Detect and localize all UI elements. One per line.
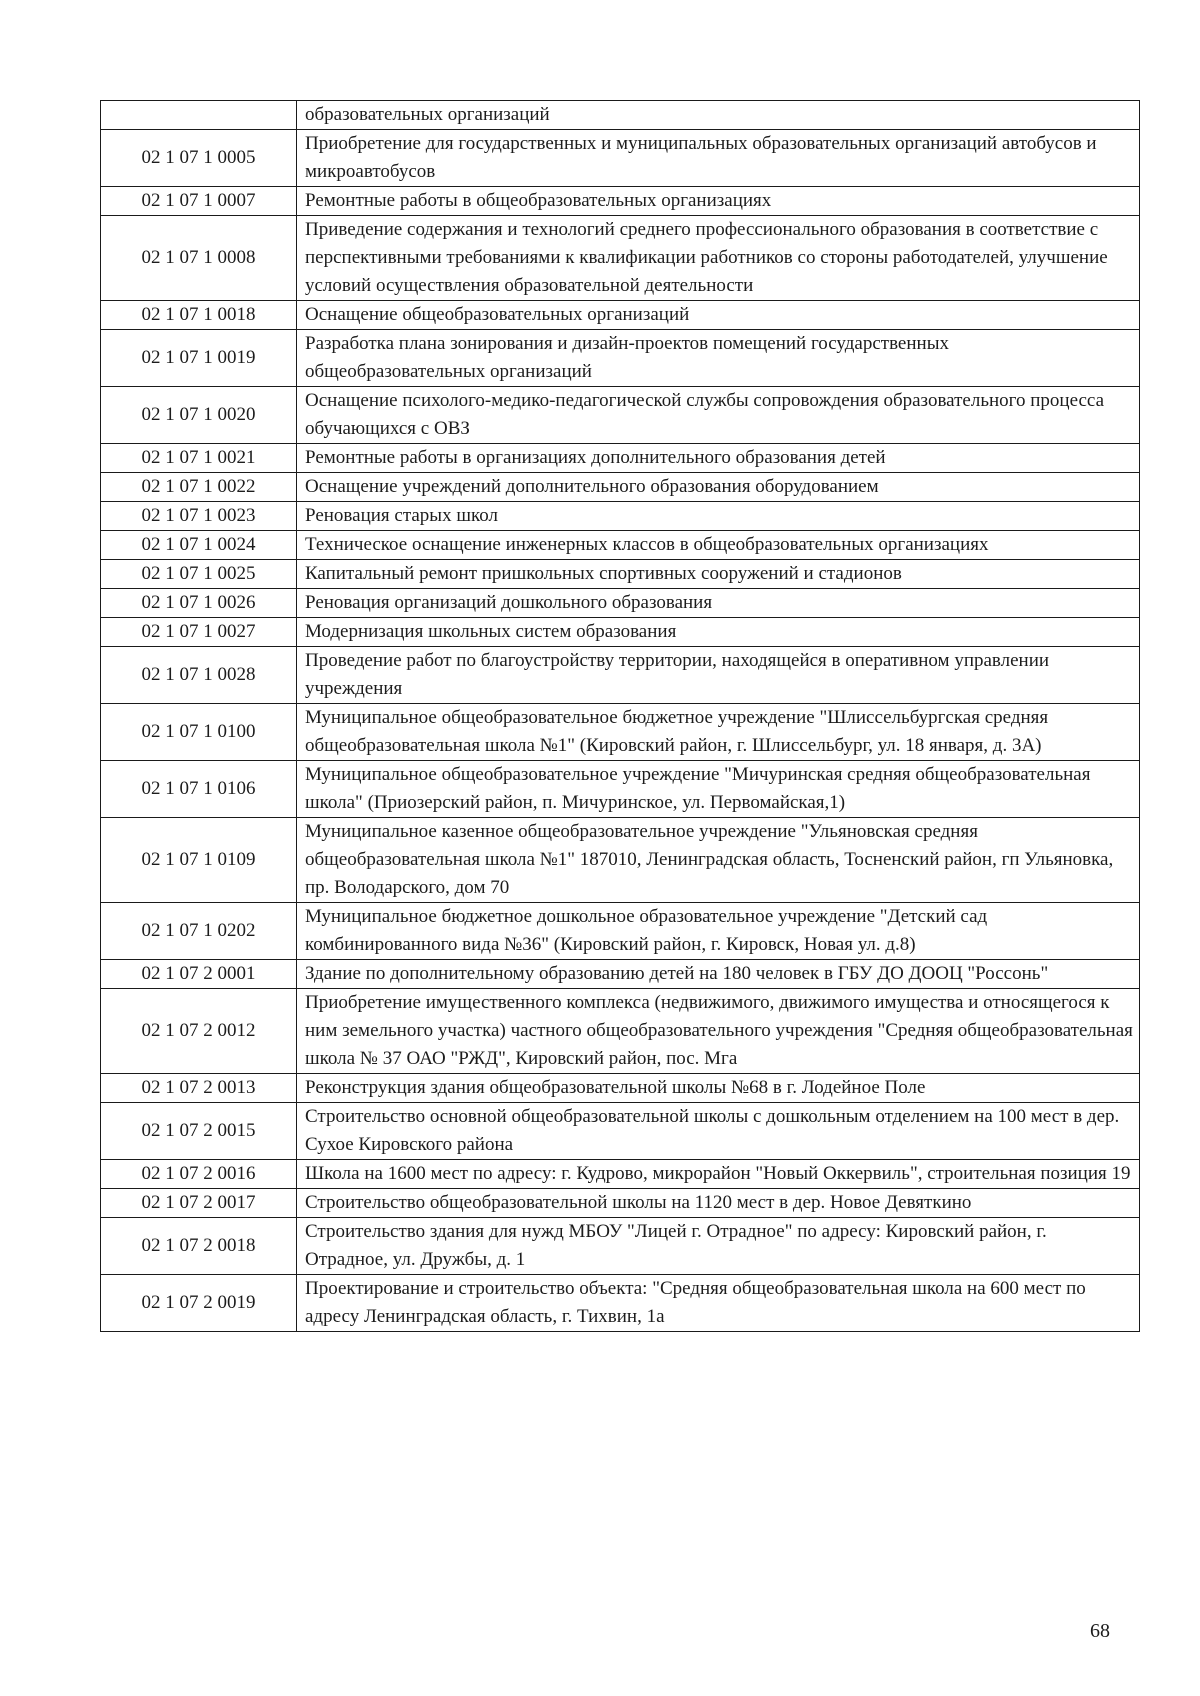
table-row <box>101 531 1140 560</box>
page-number: 68 <box>1090 1620 1110 1642</box>
row-code-cell: 02 1 07 1 0025 <box>101 560 297 589</box>
row-code-cell: 02 1 07 2 0001 <box>101 960 297 989</box>
row-code-cell: 02 1 07 1 0024 <box>101 531 297 560</box>
row-description-cell: Приобретение для государственных и муниципальных образовательных организаций автобусов и микроавтобусов <box>297 130 1140 187</box>
row-description-cell: Модернизация школьных систем образования <box>297 618 1140 647</box>
row-code-cell: 02 1 07 1 0100 <box>101 704 297 761</box>
row-code-cell: 02 1 07 1 0027 <box>101 618 297 647</box>
row-description-cell: образовательных организаций <box>297 101 1140 130</box>
row-description-cell: Оснащение учреждений дополнительного образования оборудованием <box>297 473 1140 502</box>
table-row <box>101 761 1140 818</box>
table-row <box>101 1218 1140 1275</box>
row-code-cell: 02 1 07 1 0007 <box>101 187 297 216</box>
table-row <box>101 330 1140 387</box>
row-code-cell <box>101 101 297 130</box>
row-code-cell: 02 1 07 1 0019 <box>101 330 297 387</box>
row-description-cell: Оснащение психолого-медико-педагогической службы сопровождения образовательного процесса обучающихся с ОВЗ <box>297 387 1140 444</box>
table-row <box>101 473 1140 502</box>
row-description-cell: Муниципальное бюджетное дошкольное образовательное учреждение "Детский сад комбинированного вида №36" (Кировский район, г. Кировск, Новая ул. д.8) <box>297 903 1140 960</box>
table-row <box>101 589 1140 618</box>
row-code-cell: 02 1 07 1 0021 <box>101 444 297 473</box>
table-row <box>101 187 1140 216</box>
budget-code-table <box>100 100 1140 1332</box>
table-row <box>101 1160 1140 1189</box>
row-code-cell: 02 1 07 2 0019 <box>101 1275 297 1332</box>
table-row <box>101 1074 1140 1103</box>
row-code-cell: 02 1 07 2 0018 <box>101 1218 297 1275</box>
table-row <box>101 1189 1140 1218</box>
row-code-cell: 02 1 07 1 0018 <box>101 301 297 330</box>
row-description-cell: Муниципальное казенное общеобразовательное учреждение "Ульяновская средняя общеобразовательная школа №1" 187010, Ленинградская область, Тосненский район, гп Ульяновка, пр. Володарского, дом 70 <box>297 818 1140 903</box>
row-description-cell: Ремонтные работы в общеобразовательных организациях <box>297 187 1140 216</box>
row-description-cell: Ремонтные работы в организациях дополнительного образования детей <box>297 444 1140 473</box>
table-body <box>101 101 1140 1332</box>
table-row <box>101 130 1140 187</box>
row-code-cell: 02 1 07 1 0005 <box>101 130 297 187</box>
table-row <box>101 387 1140 444</box>
row-description-cell: Реновация старых школ <box>297 502 1140 531</box>
table-row <box>101 301 1140 330</box>
row-description-cell: Школа на 1600 мест по адресу: г. Кудрово, микрорайон "Новый Оккервиль", строительная позиция 19 <box>297 1160 1140 1189</box>
table-row <box>101 560 1140 589</box>
row-description-cell: Приобретение имущественного комплекса (недвижимого, движимого имущества и относящегося к ним земельного участка) частного общеобразовательного учреждения "Средняя общеобразовательная школа № 37 ОАО "РЖД", Кировский район, пос. Мга <box>297 989 1140 1074</box>
row-description-cell: Строительство общеобразовательной школы на 1120 мест в дер. Новое Девяткино <box>297 1189 1140 1218</box>
row-code-cell: 02 1 07 1 0106 <box>101 761 297 818</box>
table-row <box>101 1103 1140 1160</box>
table-row <box>101 216 1140 301</box>
row-description-cell: Реновация организаций дошкольного образования <box>297 589 1140 618</box>
table-row <box>101 989 1140 1074</box>
table-row <box>101 502 1140 531</box>
row-description-cell: Муниципальное общеобразовательное учреждение "Мичуринская средняя общеобразовательная школа" (Приозерский район, п. Мичуринское, ул. Первомайская,1) <box>297 761 1140 818</box>
row-description-cell: Реконструкция здания общеобразовательной школы №68 в г. Лодейное Поле <box>297 1074 1140 1103</box>
table-row <box>101 960 1140 989</box>
table-row <box>101 818 1140 903</box>
row-code-cell: 02 1 07 2 0013 <box>101 1074 297 1103</box>
row-code-cell: 02 1 07 1 0028 <box>101 647 297 704</box>
row-code-cell: 02 1 07 2 0012 <box>101 989 297 1074</box>
table-row <box>101 704 1140 761</box>
table-row <box>101 101 1140 130</box>
table-row <box>101 1275 1140 1332</box>
row-code-cell: 02 1 07 1 0202 <box>101 903 297 960</box>
row-code-cell: 02 1 07 1 0020 <box>101 387 297 444</box>
table-row <box>101 903 1140 960</box>
row-description-cell: Проектирование и строительство объекта: "Средняя общеобразовательная школа на 600 мест по адресу Ленинградская область, г. Тихвин, 1а <box>297 1275 1140 1332</box>
row-code-cell: 02 1 07 2 0016 <box>101 1160 297 1189</box>
row-code-cell: 02 1 07 1 0023 <box>101 502 297 531</box>
row-description-cell: Проведение работ по благоустройству территории, находящейся в оперативном управлении учреждения <box>297 647 1140 704</box>
row-description-cell: Капитальный ремонт пришкольных спортивных сооружений и стадионов <box>297 560 1140 589</box>
table-row <box>101 647 1140 704</box>
row-code-cell: 02 1 07 1 0008 <box>101 216 297 301</box>
row-code-cell: 02 1 07 2 0017 <box>101 1189 297 1218</box>
row-code-cell: 02 1 07 1 0026 <box>101 589 297 618</box>
table-row <box>101 618 1140 647</box>
row-description-cell: Строительство здания для нужд МБОУ "Лицей г. Отрадное" по адресу: Кировский район, г. Отрадное, ул. Дружбы, д. 1 <box>297 1218 1140 1275</box>
row-code-cell: 02 1 07 2 0015 <box>101 1103 297 1160</box>
row-description-cell: Разработка плана зонирования и дизайн-проектов помещений государственных общеобразовательных организаций <box>297 330 1140 387</box>
row-description-cell: Приведение содержания и технологий среднего профессионального образования в соответствие с перспективными требованиями к квалификации работников со стороны работодателей, улучшение условий осуществления образовательной деятельности <box>297 216 1140 301</box>
row-description-cell: Строительство основной общеобразовательной школы с дошкольным отделением на 100 мест в дер. Сухое Кировского района <box>297 1103 1140 1160</box>
row-description-cell: Техническое оснащение инженерных классов в общеобразовательных организациях <box>297 531 1140 560</box>
table-row <box>101 444 1140 473</box>
row-description-cell: Муниципальное общеобразовательное бюджетное учреждение "Шлиссельбургская средняя общеобразовательная школа №1" (Кировский район, г. Шлиссельбург, ул. 18 января, д. 3А) <box>297 704 1140 761</box>
row-code-cell: 02 1 07 1 0109 <box>101 818 297 903</box>
row-description-cell: Здание по дополнительному образованию детей на 180 человек в ГБУ ДО ДООЦ "Россонь" <box>297 960 1140 989</box>
row-code-cell: 02 1 07 1 0022 <box>101 473 297 502</box>
row-description-cell: Оснащение общеобразовательных организаций <box>297 301 1140 330</box>
